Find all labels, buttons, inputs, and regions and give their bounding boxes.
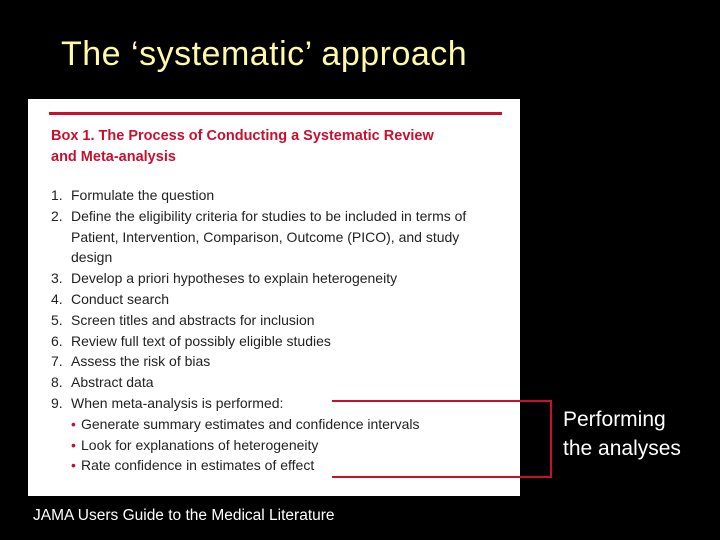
substep-text: Generate summary estimates and confidence intervals bbox=[81, 415, 420, 432]
box-heading-line2: and Meta-analysis bbox=[51, 149, 176, 165]
step-text: When meta-analysis is performed: bbox=[71, 394, 284, 411]
step-text: Review full text of possibly eligible studies bbox=[71, 332, 331, 349]
box-heading-line1: Box 1. The Process of Conducting a Systematic Review bbox=[51, 128, 434, 144]
box-heading bbox=[51, 126, 491, 168]
substep-text: Rate confidence in estimates of effect bbox=[81, 457, 315, 474]
callout-bracket bbox=[332, 400, 552, 478]
list-item bbox=[51, 372, 501, 393]
box-top-rule bbox=[49, 112, 502, 115]
step-number: 8. bbox=[51, 374, 63, 391]
step-text: Screen titles and abstracts for inclusion bbox=[71, 311, 315, 328]
step-text: Conduct search bbox=[71, 290, 170, 307]
step-text: Formulate the question bbox=[71, 187, 215, 203]
source-citation: JAMA Users Guide to the Medical Literature bbox=[33, 507, 335, 524]
step-number: 4. bbox=[51, 290, 63, 307]
slide-title: The ‘systematic’ approach bbox=[61, 35, 468, 73]
bullet-icon: • bbox=[71, 415, 76, 432]
step-number: 6. bbox=[51, 332, 63, 349]
callout-label bbox=[563, 405, 681, 463]
list-item bbox=[51, 289, 501, 310]
list-item bbox=[51, 331, 501, 352]
callout-line2: the analyses bbox=[563, 437, 681, 460]
step-number: 9. bbox=[51, 394, 63, 411]
step-number: 7. bbox=[51, 353, 63, 370]
list-item bbox=[51, 351, 501, 372]
substep-text: Look for explanations of heterogeneity bbox=[81, 436, 319, 453]
step-text: Define the eligibility criteria for studies to be included in terms of Patient, Intervention, Comparison, Outcome (PICO), and study design bbox=[71, 207, 467, 266]
step-number: 2. bbox=[51, 207, 63, 224]
step-text: Assess the risk of bias bbox=[71, 353, 211, 370]
list-item bbox=[51, 310, 501, 331]
bullet-icon: • bbox=[71, 436, 76, 453]
step-number: 3. bbox=[51, 270, 63, 287]
step-text: Develop a priori hypotheses to explain heterogeneity bbox=[71, 270, 398, 287]
list-item bbox=[51, 206, 501, 268]
list-item bbox=[51, 185, 501, 206]
step-number: 1. bbox=[51, 187, 63, 203]
step-number: 5. bbox=[51, 311, 63, 328]
list-item bbox=[51, 268, 501, 289]
callout-line1: Performing bbox=[563, 408, 666, 431]
bullet-icon: • bbox=[71, 457, 76, 474]
step-text: Abstract data bbox=[71, 374, 154, 391]
